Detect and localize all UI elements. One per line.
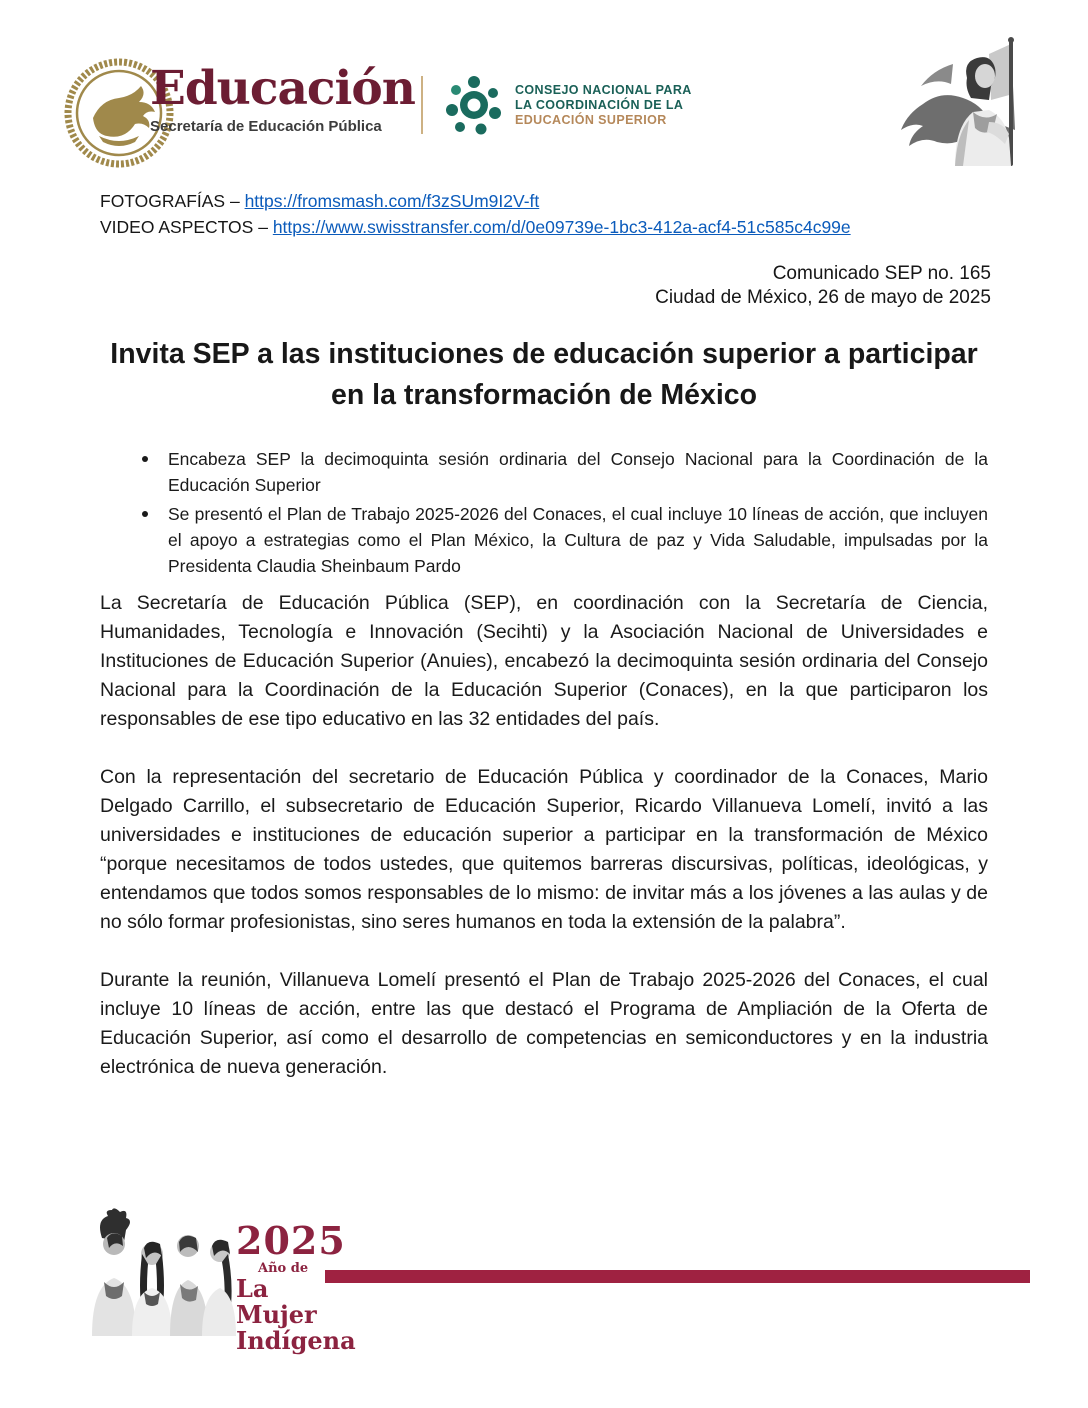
video-aspectos-row	[100, 214, 851, 240]
body-paragraph-2: Con la representación del secretario de Educación Pública y coordinador de la Conaces, Mario Delgado Carrillo, el subsecretario de Educación Superior, Ricardo Villanueva Lomelí, invitó a las universidades e instituciones de educación superior a participar en la transformación de México “porque necesitamos de todos ustedes, que quitemos barreras discursivas, políticas, ideológicas, y entendamos que todos somos responsables de lo mismo: de invitar más a los jóvenes a las aulas y de no sólo formar profesionistas, sino seres humanos en toda la extensión de la palabra”.	[100, 766, 988, 933]
sep-subtitle: Secretaría de Educación Pública	[150, 118, 382, 135]
video-aspectos-separator: –	[253, 217, 273, 237]
conaces-logo-text	[515, 83, 692, 128]
conaces-line2: LA COORDINACIÓN DE LA	[515, 97, 684, 112]
fotografias-link[interactable]: https://fromsmash.com/f3zSUm9I2V-ft	[244, 191, 540, 211]
sep-wordmark: Educación	[150, 61, 415, 116]
conaces-line1: CONSEJO NACIONAL PARA	[515, 82, 692, 97]
conaces-gear-icon	[443, 72, 505, 138]
footer-year-subtitle: Año de	[258, 1261, 309, 1276]
footer-year: 2025	[236, 1218, 346, 1263]
comunicado-number: Comunicado SEP no. 165	[772, 263, 991, 284]
header-divider	[421, 76, 423, 134]
indigenous-women-illustration	[74, 1208, 236, 1336]
video-aspectos-label: VIDEO ASPECTOS	[100, 217, 254, 237]
conaces-line3: EDUCACIÓN SUPERIOR	[515, 112, 667, 127]
footer-year-block	[236, 1218, 356, 1355]
woman-with-flag-image	[893, 34, 1065, 176]
body-paragraph-3: Durante la reunión, Villanueva Lomelí presentó el Plan de Trabajo 2025-2026 del Conaces, el cual incluye 10 líneas de acción, entre las que destacó el Programa de Ampliación de la Oferta de Educación Superior, así como el desarrollo de competencias en semiconductores y en la industria electrónica de nueva generación.	[100, 969, 988, 1078]
highlight-bullets	[136, 446, 988, 582]
fotografias-separator: –	[225, 191, 245, 211]
highlight-bullet-list	[136, 446, 988, 579]
bullet-item: Encabeza SEP la decimoquinta sesión ordinaria del Consejo Nacional para la Coordinación de la Educación Superior	[136, 446, 988, 498]
fotografias-label: FOTOGRAFÍAS	[100, 191, 226, 211]
dateline: Ciudad de México, 26 de mayo de 2025	[655, 287, 991, 308]
body-paragraph-1: La Secretaría de Educación Pública (SEP), en coordinación con la Secretaría de Ciencia, Humanidades, Tecnología e Innovación (Secihti) y la Asociación Nacional de Universidades e Instituciones de Educación Superior (Anuies), encabezó la decimoquinta sesión ordinaria del Consejo Nacional para la Coordinación de la Educación Superior (Conaces), en la que participaron los responsables de ese tipo educativo en las 32 entidades del país.	[100, 592, 988, 730]
footer-line1: La Mujer	[236, 1274, 317, 1329]
comunicado-meta	[655, 262, 991, 310]
article-body	[100, 589, 988, 1111]
fotografias-row	[100, 188, 851, 214]
attachment-links	[100, 188, 851, 240]
video-aspectos-link[interactable]: https://www.swisstransfer.com/d/0e09739e-1bc3-412a-acf4-51c585c4c99e	[272, 217, 851, 237]
sep-logo	[150, 61, 415, 135]
footer-maroon-bar	[325, 1270, 1030, 1283]
woman-with-flag-illustration	[893, 34, 1065, 176]
page-title: Invita SEP a las instituciones de educación superior a participar en la transformación de México	[110, 338, 978, 411]
indigenous-women-image	[74, 1208, 236, 1336]
conaces-logo	[443, 72, 692, 138]
bullet-item: Se presentó el Plan de Trabajo 2025-2026 del Conaces, el cual incluye 10 líneas de acción, que incluyen el apoyo a estrategias como el Plan México, la Cultura de paz y Vida Saludable, impulsadas por la Presidenta Claudia Sheinbaum Pardo	[136, 501, 988, 579]
footer-line2: Indígena	[236, 1326, 356, 1355]
